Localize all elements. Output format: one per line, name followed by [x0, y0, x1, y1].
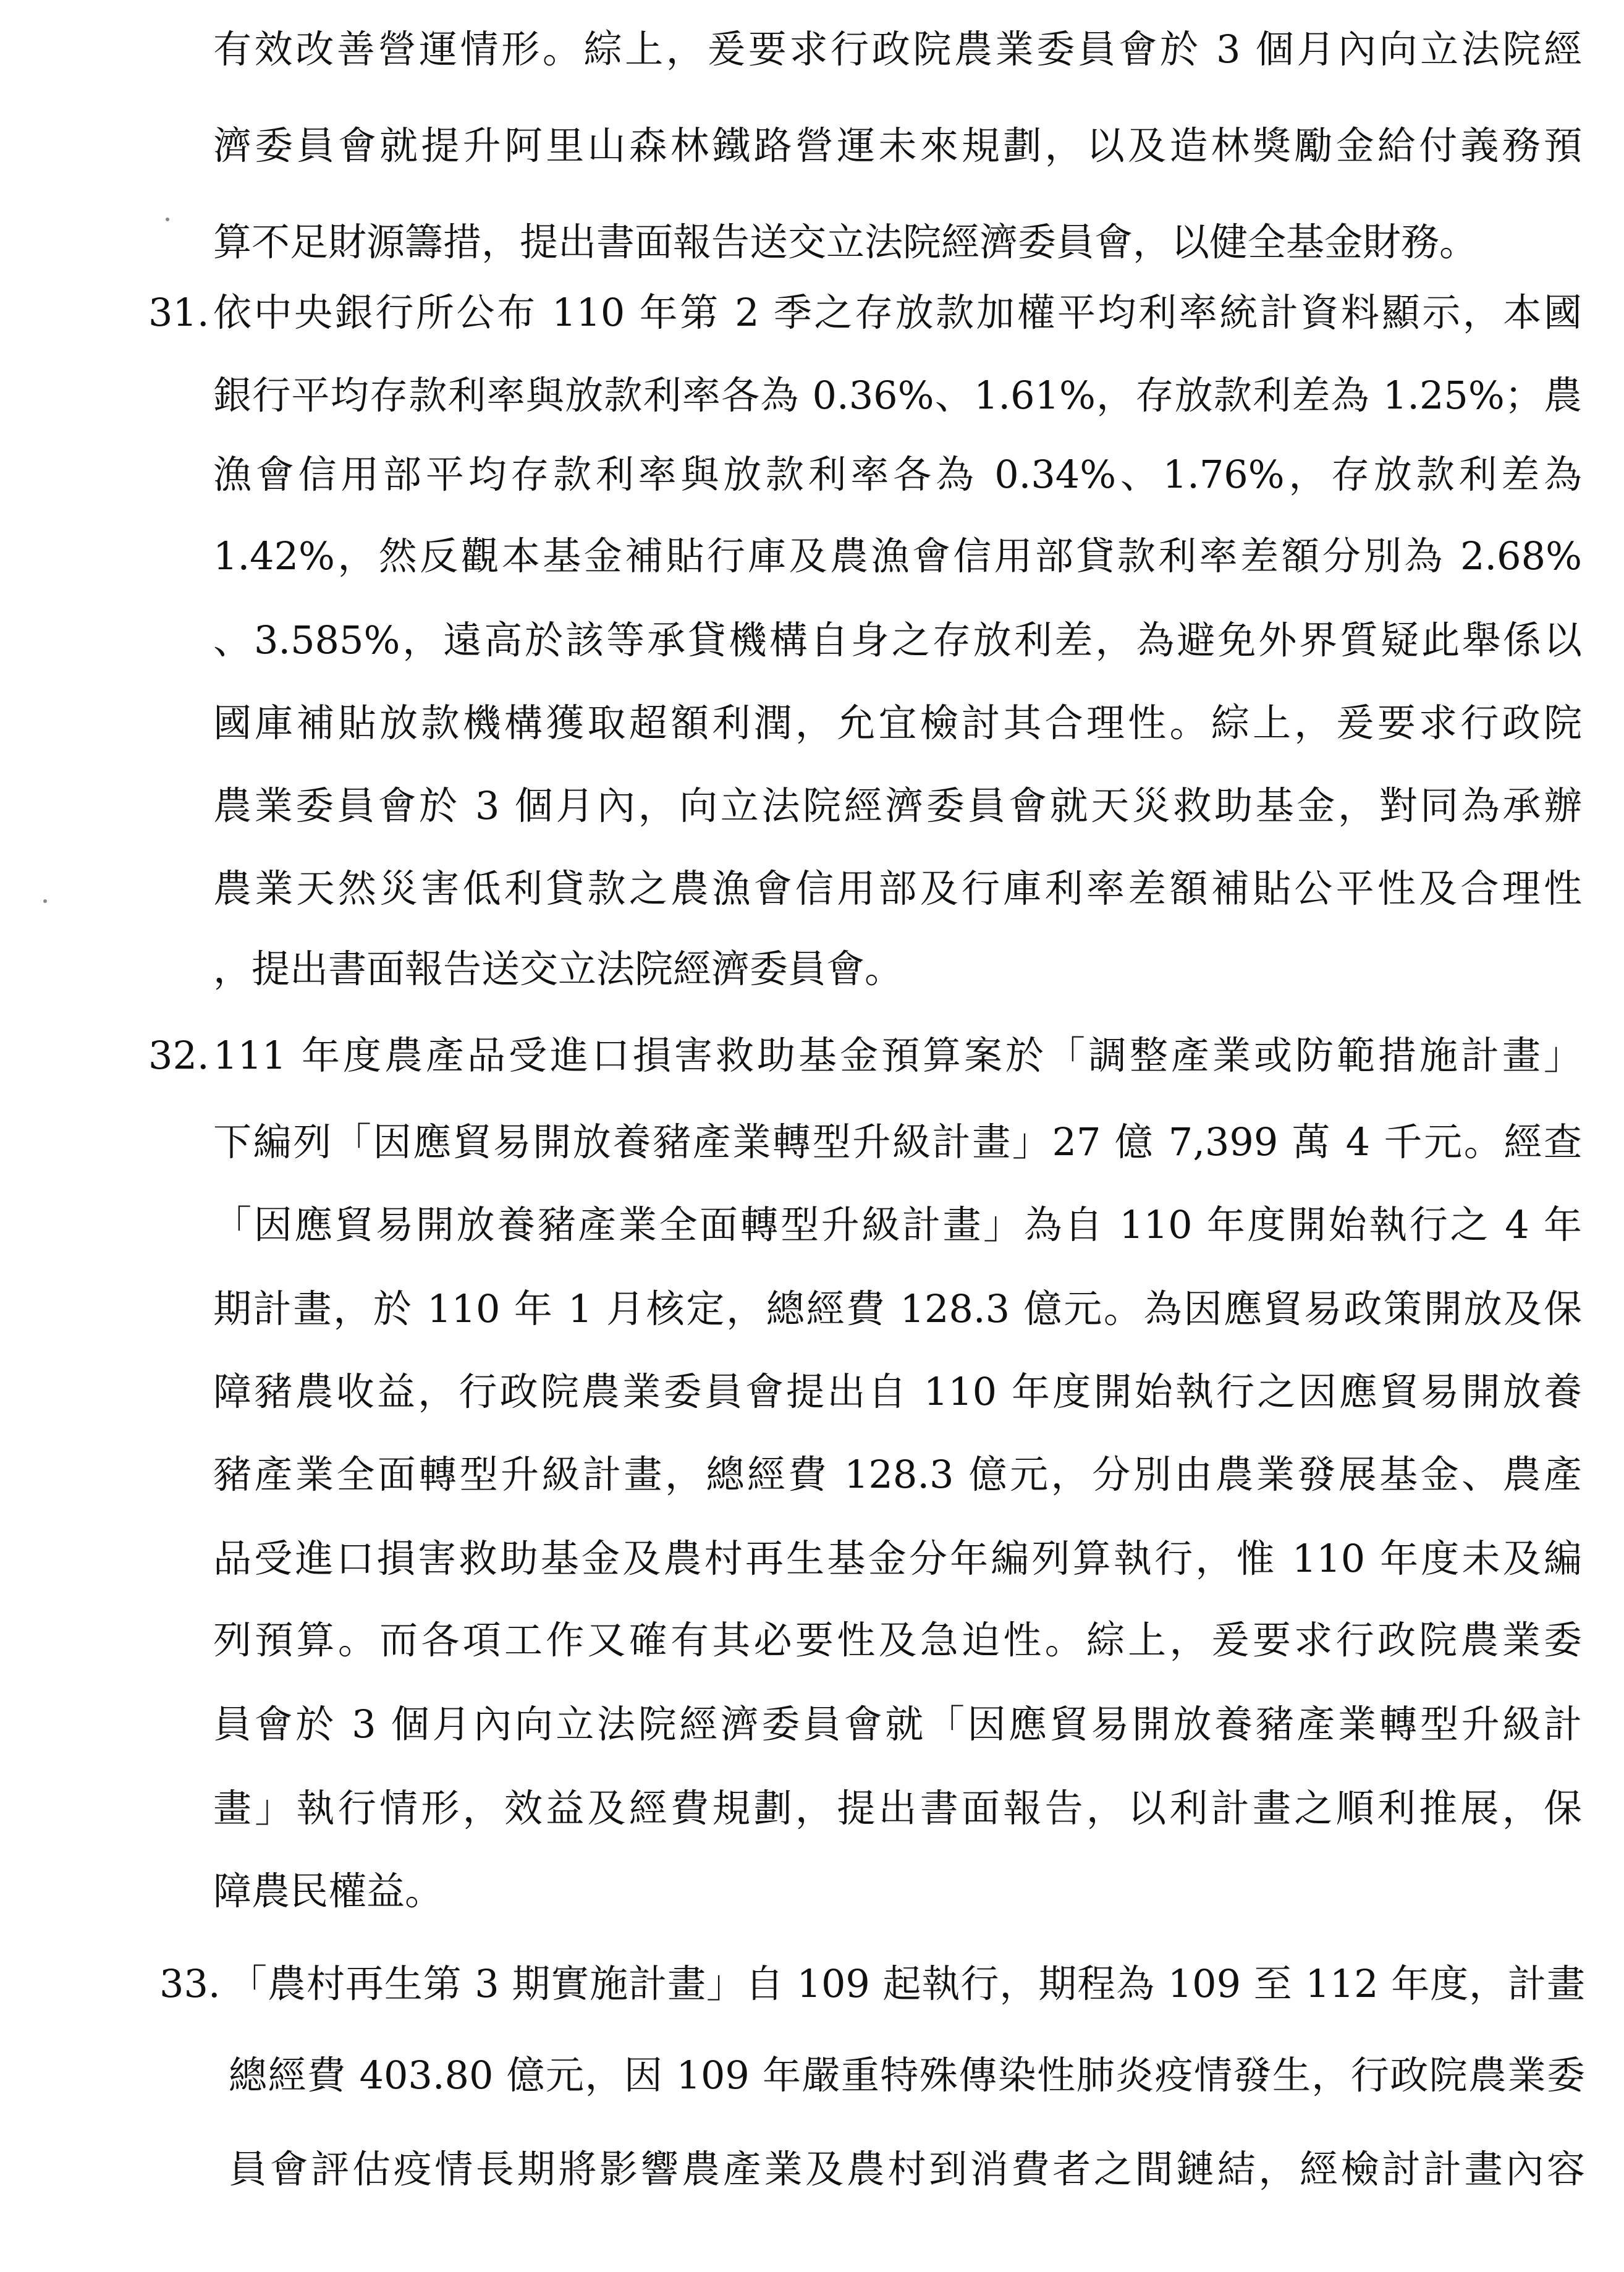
item-line: 1.42%，然反觀本基金補貼行庫及農漁會信用部貸款利率差額分別為 2.68%	[213, 533, 1582, 579]
item-line: 障農民權益。	[213, 1868, 444, 1914]
item-line: 員會於 3 個月內向立法院經濟委員會就「因應貿易開放養豬產業轉型升級計	[213, 1702, 1582, 1747]
item-line: 「農村再生第 3 期實施計畫」自 109 起執行，期程為 109 至 112 年度，計畫	[229, 1961, 1585, 2006]
item-number: 33.	[159, 1961, 221, 2006]
paragraph-line: 算不足財源籌措，提出書面報告送交立法院經濟委員會，以健全基金財務。	[213, 219, 1478, 265]
item-line: 品受進口損害救助基金及農村再生基金分年編列算執行，惟 110 年度未及編	[213, 1536, 1582, 1581]
item-line: 漁會信用部平均存款利率與放款利率各為 0.34%、1.76%，存放款利差為	[213, 452, 1582, 497]
item-number: 31.	[148, 290, 209, 335]
item-line: 列預算。而各項工作又確有其必要性及急迫性。綜上，爰要求行政院農業委	[213, 1617, 1582, 1663]
scan-speck	[166, 218, 169, 221]
item-line: 總經費 403.80 億元，因 109 年嚴重特殊傳染性肺炎疫情發生，行政院農業委	[229, 2053, 1585, 2098]
item-line: 畫」執行情形，效益及經費規劃，提出書面報告，以利計畫之順利推展，保	[213, 1786, 1582, 1831]
paragraph-line: 有效改善營運情形。綜上，爰要求行政院農業委員會於 3 個月內向立法院經	[213, 27, 1582, 72]
item-line: 障豬農收益，行政院農業委員會提出自 110 年度開始執行之因應貿易開放養	[213, 1369, 1582, 1414]
item-line: 、3.585%，遠高於該等承貸機構自身之存放利差，為避免外界質疑此舉係以	[213, 617, 1582, 663]
item-line: 期計畫，於 110 年 1 月核定，總經費 128.3 億元。為因應貿易政策開放及保	[213, 1286, 1582, 1331]
item-line: 下編列「因應貿易開放養豬產業轉型升級計畫」27 億 7,399 萬 4 千元。經查	[213, 1119, 1582, 1164]
paragraph-line: 濟委員會就提升阿里山森林鐵路營運未來規劃，以及造林獎勵金給付義務預	[213, 123, 1582, 168]
item-line: 銀行平均存款利率與放款利率各為 0.36%、1.61%，存放款利差為 1.25%；農	[213, 373, 1582, 418]
item-line: 「因應貿易開放養豬產業全面轉型升級計畫」為自 110 年度開始執行之 4 年	[213, 1202, 1582, 1247]
item-line: 依中央銀行所公布 110 年第 2 季之存放款加權平均利率統計資料顯示，本國	[213, 290, 1582, 335]
item-line: ，提出書面報告送交立法院經濟委員會。	[213, 946, 903, 991]
item-line: 111 年度農產品受進口損害救助基金預算案於「調整產業或防範措施計畫」	[213, 1033, 1582, 1078]
scan-speck	[43, 899, 47, 903]
item-number: 32.	[148, 1033, 209, 1078]
item-line: 豬產業全面轉型升級計畫，總經費 128.3 億元，分別由農業發展基金、農產	[213, 1452, 1582, 1497]
item-line: 農業天然災害低利貸款之農漁會信用部及行庫利率差額補貼公平性及合理性	[213, 866, 1582, 911]
item-line: 國庫補貼放款機構獲取超額利潤，允宜檢討其合理性。綜上，爰要求行政院	[213, 700, 1582, 745]
item-line: 農業委員會於 3 個月內，向立法院經濟委員會就天災救助基金，對同為承辦	[213, 783, 1582, 828]
item-line: 員會評估疫情長期將影響農產業及農村到消費者之間鏈結，經檢討計畫內容	[229, 2147, 1585, 2192]
